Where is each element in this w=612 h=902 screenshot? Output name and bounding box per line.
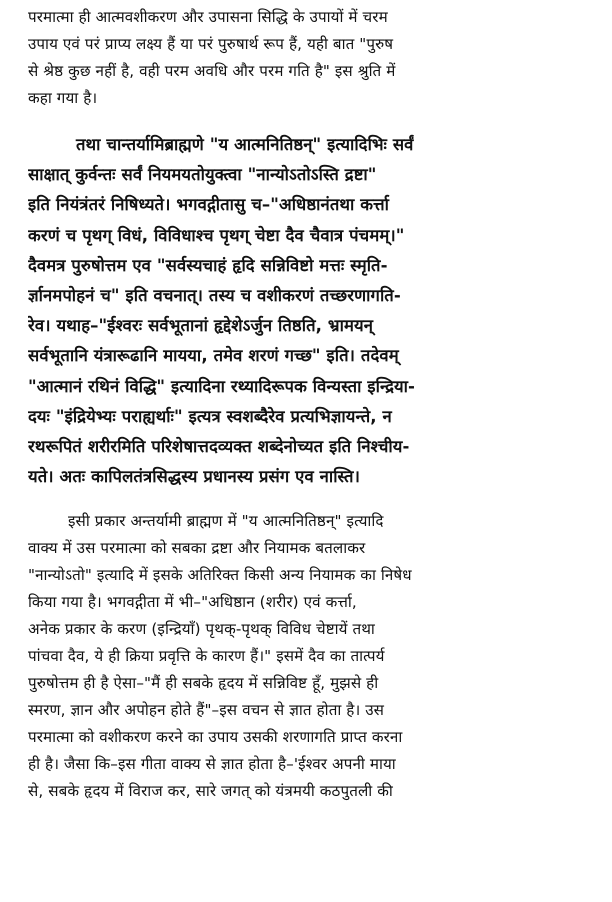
sanskrit-paragraph — [28, 130, 596, 492]
text-line: परमात्मा को वशीकरण करने का उपाय उसकी शरणागति प्राप्त करना — [28, 728, 403, 747]
text-line: यते। अतः कापिलतंत्रसिद्धस्य प्रधानस्य प्रसंग एव नास्ति। — [28, 467, 360, 487]
text-line: कहा गया है। — [28, 89, 98, 107]
text-line: परमात्मा ही आत्मवशीकरण और उपासना सिद्धि के उपायों में चरम — [28, 8, 388, 26]
text-line: र्ज्ञानमपोहनं च" इति वचनात्। तस्य च वशीकरणं तच्छरणागति- — [28, 286, 401, 306]
hindi-paragraph-intro — [28, 4, 596, 112]
text-line: साक्षात् कुर्वन्तः सर्वं नियमयतोयुक्त्वा "नान्योऽतोऽस्ति द्रष्टा" — [28, 165, 377, 185]
text-line: स्मरण, ज्ञान और अपोहन होते हैं"–इस वचन से ज्ञात होता है। उस — [28, 701, 385, 720]
text-line: से श्रेष्ठ कुछ नहीं है, वही परम अवधि और परम गति है" इस श्रुति में — [28, 62, 396, 80]
text-line: इसी प्रकार अन्तर्यामी ब्राह्मण में "य आत्मनितिष्ठन्" इत्यादि — [68, 512, 384, 531]
text-line: अनेक प्रकार के करण (इन्द्रियाँ) पृथक्-पृथक् विविध चेष्टायें तथा — [28, 620, 375, 639]
text-line: किया गया है। भगवद्गीता में भी–"अधिष्ठान (शरीर) एवं कर्त्ता, — [28, 593, 357, 612]
text-line: "नान्योऽतो" इत्यादि में इसके अतिरिक्त किसी अन्य नियामक का निषेध — [28, 566, 412, 585]
text-line: ही है। जैसा कि–इस गीता वाक्य से ज्ञात होता है–'ईश्वर अपनी माया — [28, 755, 396, 774]
text-line: पुरुषोत्तम ही है ऐसा–"मैं ही सबके हृदय में सन्निविष्ट हूँ, मुझसे ही — [28, 674, 379, 693]
text-line: से, सबके हृदय में विराज कर, सारे जगत् को यंत्रमयी कठपुतली की — [28, 782, 393, 801]
hindi-paragraph-translation — [28, 508, 596, 805]
text-line: तथा चान्तर्यामिब्राह्मणे "य आत्मनितिष्ठन्" इत्यादिभिः सर्वं — [76, 135, 414, 154]
text-line: दयः "इंद्रियेभ्यः पराह्यर्थाः" इत्यत्र स्वशब्दैरेव प्रत्यभिज्ञायन्ते, न — [28, 406, 392, 426]
text-line: "आत्मानं रथिनं विद्धि" इत्यादिना रथ्यादिरूपक विन्यस्ता इन्द्रिया- — [28, 376, 416, 396]
text-line: करणं च पृथग् विधं, विविधाश्च पृथग् चेष्टा दैव चैवात्र पंचमम्।" — [28, 225, 405, 245]
text-line: रथरूपितं शरीरमिति परिशेषात्तदव्यक्त शब्देनोच्यत इति निश्चीय- — [28, 437, 410, 457]
text-line: दैवमत्र पुरुषोत्तम एव "सर्वस्यचाहं हृदि सन्निविष्टो मत्तः स्मृति- — [28, 255, 388, 275]
text-line: उपाय एवं परं प्राप्य लक्ष्य हैं या परं पुरुषार्थ रूप हैं, यही बात "पुरुष — [28, 35, 394, 53]
text-line: सर्वभूतानि यंत्रारूढानि मायया, तमेव शरणं गच्छ" इति। तदेवम् — [28, 346, 399, 366]
text-line: रेव। यथाह–"ईश्वरः सर्वभूतानां हृद्देशेऽर्जुन तिष्ठति, भ्रामयन् — [28, 316, 374, 336]
text-line: पांचवा दैव, ये ही क्रिया प्रवृत्ति के कारण हैं।" इसमें दैव का तात्पर्य — [28, 647, 385, 666]
text-line: वाक्य में उस परमात्मा को सबका द्रष्टा और नियामक बतलाकर — [28, 539, 366, 558]
text-line: इति नियंत्रंतरं निषिध्यते। भगवद्गीतासु च–"अधिष्ठानंतथा कर्त्ता — [28, 195, 389, 215]
